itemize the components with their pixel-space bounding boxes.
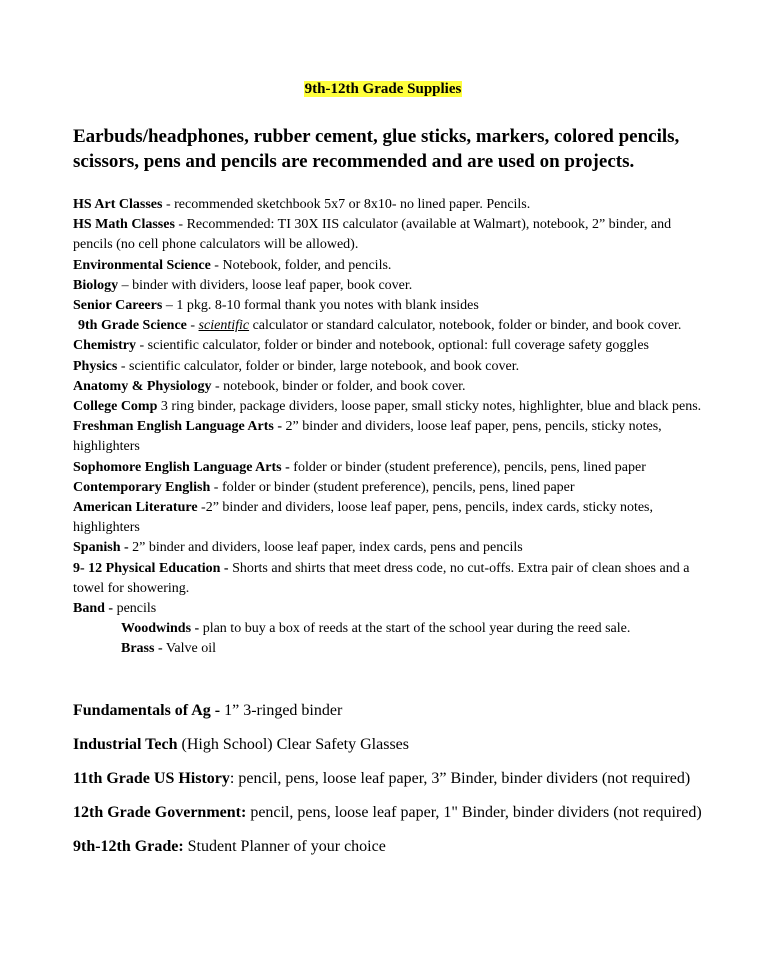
class-name: Senior Careers — [73, 298, 163, 314]
class-supplies: -2” binder and dividers, loose leaf paper, pens, pencils, index cards, sticky notes, highlighters — [73, 500, 654, 536]
list-item-amlit — [73, 498, 713, 538]
class-supplies: - scientific calculator, folder or binder, large notebook, and book cover. — [117, 358, 520, 374]
list-item-college — [73, 397, 713, 417]
class-name: Biology — [73, 277, 119, 293]
class-name: Physics — [73, 358, 118, 374]
class-supplies: - scientific calculator, folder or binder and notebook, optional: full coverage safety goggles — [136, 338, 649, 354]
list-item-woodwinds — [73, 619, 713, 639]
class-name: Environmental Science — [73, 257, 211, 273]
list-item-ag — [73, 700, 713, 721]
class-supplies: – 1 pkg. 8-10 formal thank you notes with blank insides — [162, 298, 479, 314]
class-supplies: - folder or binder (student preference), pencils, pens, lined paper — [210, 479, 575, 495]
list-item-math — [73, 215, 713, 255]
title-row — [0, 79, 766, 99]
class-name: HS Art Classes — [73, 197, 163, 212]
class-supplies: : pencil, pens, loose leaf paper, 3” Binder, binder dividers (not required) — [229, 770, 691, 787]
class-name: Anatomy & Physiology — [73, 378, 212, 394]
scientific-word: scientific — [198, 318, 250, 334]
class-supplies: - recommended sketchbook 5x7 or 8x10- no lined paper. Pencils. — [162, 197, 531, 212]
class-name: Chemistry — [73, 338, 136, 354]
class-supplies: - Recommended: TI 30X IIS calculator (available at Walmart), notebook, 2” binder, and pencils (no cell phone calculators will be allowed). — [73, 217, 672, 253]
list-item-indtech — [73, 734, 713, 755]
list-item-phys — [73, 357, 713, 377]
class-supplies: 2” binder and dividers, loose leaf paper, index cards, pens and pencils — [128, 540, 523, 556]
class-supplies: 1” 3-ringed binder — [220, 702, 343, 719]
list-item-fresh — [73, 417, 713, 457]
class-supplies: 2” binder and dividers, loose leaf paper, pens, pencils, sticky notes, highlighters — [73, 419, 662, 455]
class-name: 9th Grade Science — [78, 318, 187, 334]
class-supplies: Student Planner of your choice — [183, 838, 386, 855]
page-title: 9th-12th Grade Supplies — [304, 81, 462, 97]
class-name: College Comp — [73, 399, 158, 415]
class-supplies: Shorts and shirts that meet dress code, no cut-offs. Extra pair of clean shoes and a towel for showering. — [73, 560, 690, 596]
class-name: Spanish - — [73, 540, 129, 556]
list-item-band — [73, 599, 713, 619]
list-item-planner — [73, 836, 713, 857]
class-name: HS Math Classes — [73, 217, 175, 233]
list-item-bio — [73, 276, 713, 296]
class-supplies: pencil, pens, loose leaf paper, 1" Binder, binder dividers (not required) — [246, 804, 702, 821]
list-item-sci9 — [73, 316, 713, 336]
class-supplies: (High School) Clear Safety Glasses — [177, 736, 409, 753]
class-name: 9th-12th Grade: — [73, 838, 184, 855]
class-supply-list — [73, 195, 713, 660]
class-name: Brass - — [121, 641, 163, 657]
class-name: Industrial Tech — [73, 736, 178, 753]
list-item-anat — [73, 377, 713, 397]
list-item-soph — [73, 458, 713, 478]
class-name: 12th Grade Government: — [73, 804, 247, 821]
class-name: Band - — [73, 601, 114, 617]
class-name: Sophomore English Language Arts - — [73, 459, 290, 475]
class-supplies: calculator or standard calculator, notebook, folder or binder, and book cover. — [249, 318, 682, 334]
list-item-env — [73, 256, 713, 276]
list-item-brass — [73, 639, 713, 659]
class-supplies: folder or binder (student preference), pencils, pens, lined paper — [289, 459, 646, 475]
list-item-pe — [73, 559, 713, 599]
class-supplies: plan to buy a box of reeds at the start of the school year during the reed sale. — [199, 621, 631, 637]
class-name: 11th Grade US History — [73, 770, 230, 787]
class-supplies: - Notebook, folder, and pencils. — [210, 257, 392, 273]
class-supplies: - notebook, binder or folder, and book cover. — [211, 378, 466, 394]
additional-supply-list — [73, 700, 713, 870]
class-supplies: 3 ring binder, package dividers, loose paper, small sticky notes, highlighter, blue and black pens. — [157, 399, 702, 415]
class-name: 9- 12 Physical Education - — [73, 560, 229, 576]
class-supplies: – binder with dividers, loose leaf paper, book cover. — [118, 277, 413, 293]
class-name: Freshman English Language Arts - — [73, 419, 282, 435]
list-item-art — [73, 195, 713, 215]
list-item-gov — [73, 802, 713, 823]
list-item-spanish — [73, 538, 713, 558]
class-name: Woodwinds - — [121, 621, 200, 637]
list-item-senior — [73, 296, 713, 316]
list-item-chem — [73, 336, 713, 356]
class-dash: - — [186, 318, 199, 334]
class-name: American Literature — [73, 500, 198, 516]
class-supplies: pencils — [113, 601, 157, 617]
class-supplies: Valve oil — [162, 641, 217, 657]
class-name: Contemporary English — [73, 479, 211, 495]
class-name: Fundamentals of Ag - — [73, 702, 221, 719]
list-item-contemp — [73, 478, 713, 498]
intro-paragraph: Earbuds/headphones, rubber cement, glue sticks, markers, colored pencils, scissors, pens and pencils are recommended and are used on projects. — [73, 126, 680, 172]
list-item-ushist — [73, 768, 713, 789]
